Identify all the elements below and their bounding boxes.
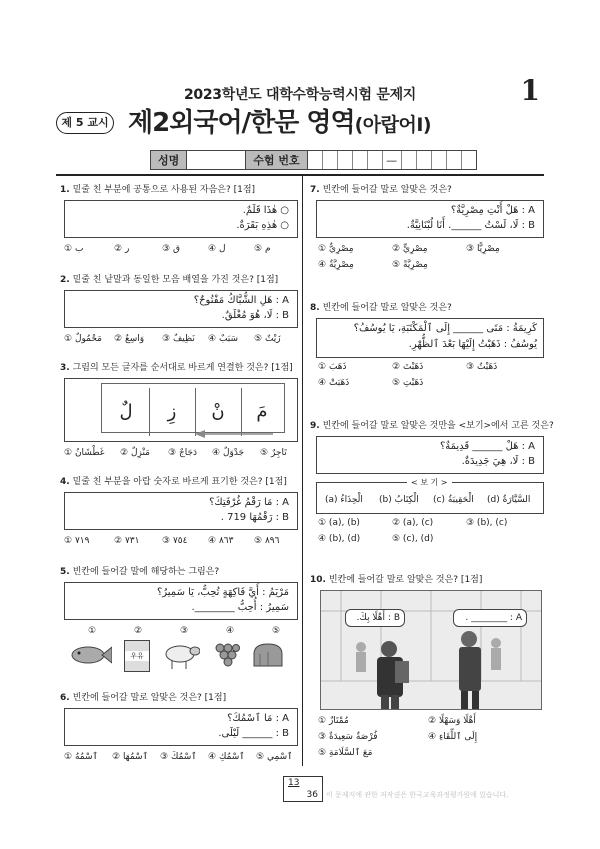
q7-line-2: B : لَا، لَسْتُ ______. أَنَا لُبْنَانِيَّةٌ. bbox=[406, 220, 535, 231]
q6-option-5[interactable]: ⑤ ٱسْمِي bbox=[256, 752, 293, 762]
q9-bogi-c: (c) الْحَقِيبَةُ bbox=[433, 495, 474, 505]
q5-option-numbers bbox=[64, 626, 300, 640]
name-field[interactable] bbox=[187, 150, 246, 170]
q1-options bbox=[64, 244, 300, 258]
q1-option-1[interactable]: ① ب bbox=[64, 244, 84, 254]
q2-option-3[interactable]: ③ نَظِيفٌ bbox=[162, 334, 195, 344]
q3-letter-3: زِ bbox=[167, 401, 177, 422]
q4-option-4[interactable]: ④ ٨٦٣ bbox=[208, 536, 234, 546]
q9-box bbox=[316, 436, 544, 474]
q2-option-1[interactable]: ① مَحْمُولٌ bbox=[64, 334, 102, 344]
q1-line-2: ○ هٰذِهِ بَقَرَةٌ. bbox=[236, 220, 289, 231]
question-10: 10. 빈칸에 들어갈 말로 알맞은 것은? [1점] bbox=[310, 575, 483, 585]
q3-option-2[interactable]: ② مَنْزِلٌ bbox=[120, 448, 150, 458]
q8-option-3[interactable]: ③ ذَهَبْتُ bbox=[466, 362, 498, 372]
q9-bogi-d: (d) السَّيَّارَةُ bbox=[487, 495, 531, 505]
name-label: 성명 bbox=[150, 150, 187, 170]
q4-option-2[interactable]: ② ٧٣١ bbox=[114, 536, 140, 546]
milk-icon[interactable] bbox=[124, 640, 150, 672]
q5-box bbox=[64, 582, 298, 620]
q9-bogi-label: < 보 기 > bbox=[407, 477, 452, 488]
total-pages: 36 bbox=[306, 790, 318, 800]
q2-line-1: A : هَلِ الشُّبَّاكُ مَفْتُوحٌ؟ bbox=[193, 295, 289, 306]
current-page: 13 bbox=[288, 778, 300, 788]
q9-line-1: A : هَلْ ______ قَدِيمَةٌ؟ bbox=[439, 441, 535, 452]
q10-option-2[interactable]: ② أَهْلًا وَسَهْلًا bbox=[428, 716, 476, 726]
q8-line-2: يُوسُفُ : ذَهَبْتُ إِلَيْهَا بَعْدَ ٱلظُّهْرِ. bbox=[408, 339, 537, 350]
q3-card-strip bbox=[101, 383, 285, 433]
q7-box bbox=[316, 200, 544, 238]
q2-option-4[interactable]: ④ سَبَبٌ bbox=[208, 334, 239, 344]
q9-option-4[interactable]: ④ (b), (d) bbox=[318, 534, 361, 544]
q10-option-3[interactable]: ③ فُرْصَةٌ سَعِيدَةٌ bbox=[318, 732, 378, 742]
q9-bogi-b: (b) الْكِتَابُ bbox=[379, 495, 419, 505]
q10-options bbox=[318, 716, 544, 764]
q1-option-4[interactable]: ④ ل bbox=[208, 244, 226, 254]
speech-bubble-b bbox=[345, 609, 405, 627]
speech-bubble-b-text: B : أَهْلًا بِكَ. bbox=[356, 613, 400, 623]
q4-line-2: B : رَقْمُهَا 719 . bbox=[220, 512, 289, 523]
speech-bubble-a-text: A : ________ . bbox=[465, 613, 522, 623]
q2-box bbox=[64, 290, 298, 328]
q9-option-5[interactable]: ⑤ (c), (d) bbox=[392, 534, 434, 544]
q2-option-5[interactable]: ⑤ زَيْتٌ bbox=[254, 334, 281, 344]
q5-option-4[interactable]: ④ bbox=[226, 626, 235, 636]
question-5: 5. 빈칸에 들어갈 말에 해당하는 그림은? bbox=[60, 567, 220, 577]
q6-line-1: A : مَا ٱسْمُكَ؟ bbox=[227, 713, 289, 724]
q4-line-1: A : مَا رَقْمُ غُرْفَتِكَ؟ bbox=[209, 497, 289, 508]
q7-option-4[interactable]: ④ مِصْرِيَّةٌ bbox=[318, 260, 354, 270]
name-exam-number-bar bbox=[150, 150, 477, 170]
question-8: 8. 빈칸에 들어갈 말로 알맞은 것은? bbox=[310, 303, 452, 313]
q5-line-2: سَمِيرُ : أُحِبُّ ________. bbox=[191, 602, 289, 613]
q3-card-divider bbox=[149, 388, 150, 436]
q2-line-2: B : لَا، هُوَ مُغْلَقٌ. bbox=[221, 310, 289, 321]
grapes-icon[interactable] bbox=[212, 640, 240, 670]
q3-letter-4: لٌ bbox=[119, 401, 133, 422]
column-divider bbox=[302, 176, 303, 766]
q5-option-3[interactable]: ③ bbox=[180, 626, 189, 636]
q4-option-3[interactable]: ③ ٧٥٤ bbox=[162, 536, 188, 546]
q5-line-1: مَرْيَمُ : أَيَّ فَاكِهَةٍ تُحِبُّ، يَا سَمِيرُ؟ bbox=[156, 587, 289, 598]
bread-icon[interactable] bbox=[252, 642, 284, 668]
q8-box bbox=[316, 318, 544, 358]
q4-option-1[interactable]: ① ٧١٩ bbox=[64, 536, 90, 546]
exam-year-title: 2023학년도 대학수학능력시험 문제지 bbox=[183, 87, 417, 103]
q7-options bbox=[318, 244, 544, 276]
q8-options bbox=[318, 362, 544, 394]
q7-option-5[interactable]: ⑤ مِصْرِيَّةً bbox=[392, 260, 428, 270]
q6-options bbox=[64, 752, 300, 766]
question-4: 4. 밑줄 친 부분을 아랍 숫자로 바르게 표기한 것은? [1점] bbox=[60, 477, 287, 487]
header-divider bbox=[56, 174, 544, 176]
q6-option-4[interactable]: ④ ٱسْمُكِ bbox=[208, 752, 245, 762]
q9-bogi-box bbox=[316, 478, 544, 514]
exam-number-label: 수험 번호 bbox=[246, 150, 307, 170]
copyright-note: 이 문제지에 관한 저작권은 한국교육과정평가원에 있습니다. bbox=[326, 791, 509, 799]
session-badge: 제 5 교시 bbox=[56, 112, 114, 134]
q3-option-4[interactable]: ④ جَدْوَلٌ bbox=[212, 448, 245, 458]
page-count-box bbox=[283, 776, 323, 802]
q3-letter-2: نْ bbox=[211, 401, 225, 422]
milk-label: 우유 bbox=[125, 651, 149, 661]
q5-option-2[interactable]: ② bbox=[134, 626, 143, 636]
q10-illustration bbox=[320, 590, 542, 710]
q6-option-2[interactable]: ② ٱسْمُهَا bbox=[112, 752, 148, 762]
q2-option-2[interactable]: ② وَاسِعٌ bbox=[114, 334, 145, 344]
q3-option-5[interactable]: ⑤ تَاجِرٌ bbox=[260, 448, 287, 458]
q6-option-1[interactable]: ① ٱسْمُهُ bbox=[64, 752, 98, 762]
q6-box bbox=[64, 708, 298, 746]
q4-option-5[interactable]: ⑤ ٨٩٦ bbox=[254, 536, 280, 546]
question-9: 9. 빈칸에 들어갈 말로 알맞은 것만을 <보기>에서 고른 것은? bbox=[310, 421, 554, 431]
q1-box bbox=[64, 200, 298, 238]
question-3: 3. 그림의 모든 글자를 순서대로 바르게 연결한 것은? [1점] bbox=[60, 363, 293, 373]
question-6: 6. 빈칸에 들어갈 말로 알맞은 것은? [1점] bbox=[60, 693, 227, 703]
direction-arrow-icon bbox=[195, 429, 275, 439]
q1-option-3[interactable]: ③ ق bbox=[162, 244, 180, 254]
q6-option-3[interactable]: ③ ٱسْمُكَ bbox=[160, 752, 197, 762]
q7-option-2[interactable]: ② مِصْرِيٍّ bbox=[392, 244, 428, 254]
question-2: 2. 밑줄 친 낱말과 동일한 모음 배열을 가진 것은? [1점] bbox=[60, 275, 279, 285]
q8-option-5[interactable]: ⑤ ذَهَبْتِ bbox=[392, 378, 424, 388]
q3-options bbox=[64, 448, 300, 462]
q7-option-3[interactable]: ③ مِصْرِيًّا bbox=[466, 244, 500, 254]
subject-main: 제2외국어/한문 영역 bbox=[128, 108, 355, 138]
q8-option-1[interactable]: ① ذَهَبَ bbox=[318, 362, 347, 372]
q7-option-1[interactable]: ① مِصْرِيٌّ bbox=[318, 244, 354, 254]
q10-option-4[interactable]: ④ إِلَى ٱللِّقَاءِ bbox=[428, 732, 478, 742]
q10-option-1[interactable]: ① مُمْتَازٌ bbox=[318, 716, 349, 726]
q2-options bbox=[64, 334, 300, 348]
fish-icon[interactable] bbox=[70, 642, 112, 668]
q4-options bbox=[64, 536, 300, 550]
q9-option-1[interactable]: ① (a), (b) bbox=[318, 518, 360, 528]
q3-letter-cards bbox=[64, 378, 298, 442]
q1-option-5[interactable]: ⑤ م bbox=[254, 244, 271, 254]
q9-line-2: B : لَا، هِيَ جَدِيدَةٌ. bbox=[461, 456, 535, 467]
q5-option-5[interactable]: ⑤ bbox=[272, 626, 281, 636]
q10-option-5[interactable]: ⑤ مَعَ ٱلسَّلَامَةِ bbox=[318, 748, 373, 758]
q8-line-1: كَرِيمَةُ : مَتَى ______ إِلَى ٱلْمَكْتَبَةِ، يَا يُوسُفُ؟ bbox=[353, 323, 537, 334]
q5-option-1[interactable]: ① bbox=[88, 626, 97, 636]
q7-line-1: A : هَلْ أَنْتِ مِصْرِيَّةٌ؟ bbox=[450, 205, 535, 216]
q8-option-2[interactable]: ② ذَهَبْتَ bbox=[392, 362, 424, 372]
subject-title bbox=[128, 102, 431, 139]
q3-option-1[interactable]: ① غَطْشَانُ bbox=[64, 448, 105, 458]
question-7: 7. 빈칸에 들어갈 말로 알맞은 것은? bbox=[310, 185, 452, 195]
q4-box bbox=[64, 492, 298, 530]
q1-option-2[interactable]: ② ر bbox=[114, 244, 130, 254]
sheep-icon[interactable] bbox=[164, 642, 200, 670]
speech-bubble-a bbox=[453, 609, 527, 627]
q9-option-3[interactable]: ③ (b), (c) bbox=[466, 518, 508, 528]
page-number: 1 bbox=[520, 74, 540, 107]
exam-number-dash: — bbox=[382, 151, 401, 169]
question-1: 1. 밑줄 친 부분에 공통으로 사용된 자음은? [1점] bbox=[60, 185, 256, 195]
q9-option-2[interactable]: ② (a), (c) bbox=[392, 518, 434, 528]
q9-options bbox=[318, 518, 544, 550]
q1-line-1: ○ هٰذَا قَلَمٌ. bbox=[242, 205, 289, 216]
exam-number-cells[interactable] bbox=[308, 150, 477, 170]
q3-letter-1: مَ bbox=[256, 401, 268, 422]
q9-bogi-a: (a) الْحِذَاءُ bbox=[325, 495, 363, 505]
q3-option-3[interactable]: ③ دَجَاجٌ bbox=[168, 448, 198, 458]
q8-option-4[interactable]: ④ ذَهَبَتْ bbox=[318, 378, 350, 388]
q6-line-2: B : ______ لَيْلَى. bbox=[218, 728, 289, 739]
subject-sub: (아랍어Ⅰ) bbox=[354, 114, 432, 136]
